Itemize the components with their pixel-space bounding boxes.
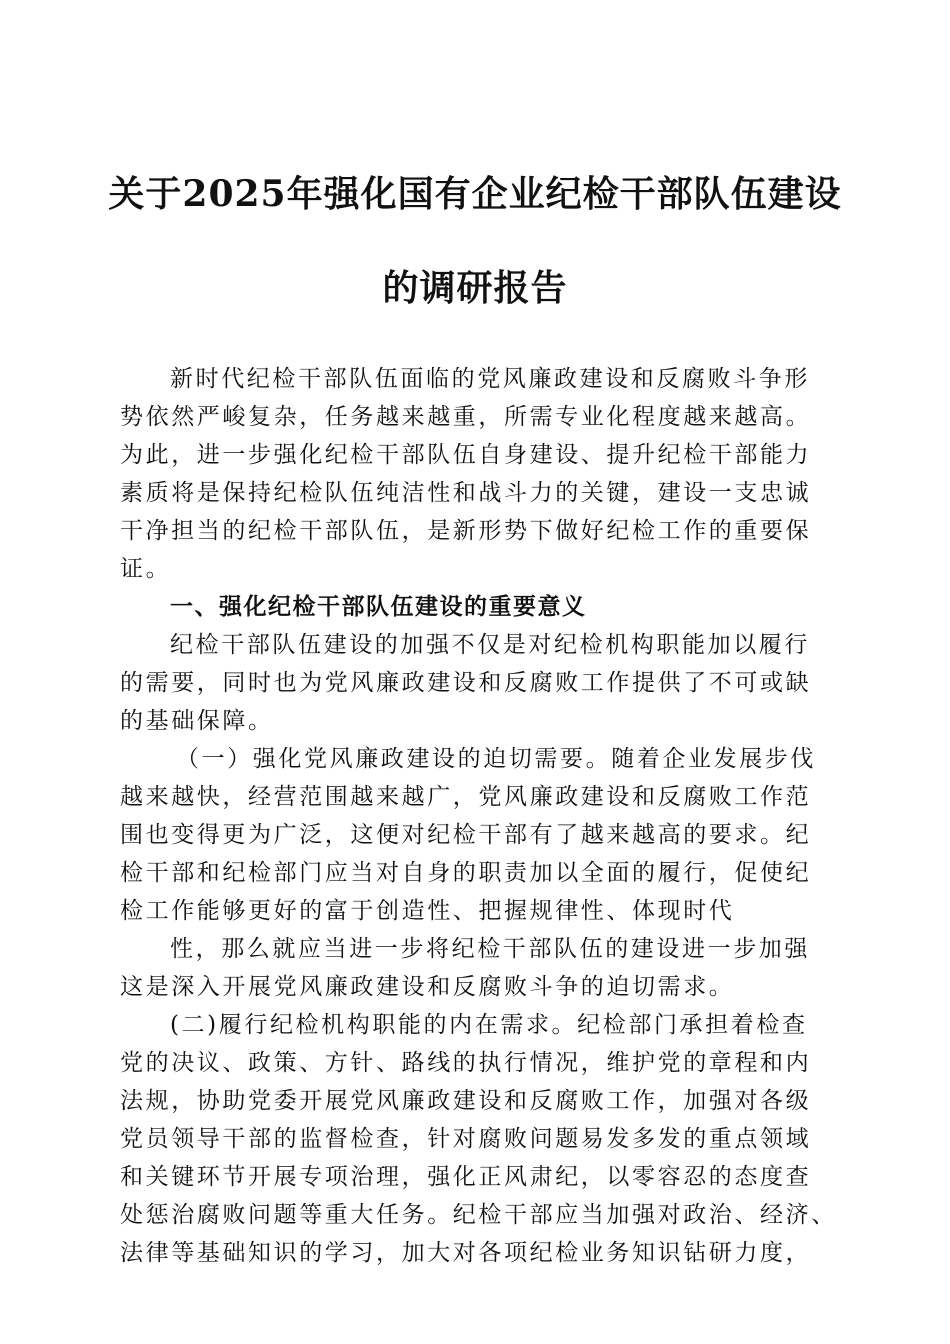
paragraph-significance-line: 纪检干部队伍建设的加强不仅是对纪检机构职能加以履行 <box>170 632 810 658</box>
paragraph-subsection-2-line: 法规，协助党委开展党风廉政建设和反腐败工作，加强对各级 <box>120 1088 812 1114</box>
paragraph-subsection-1-line: 越来越快，经营范围越来越广，党风廉政建设和反腐败工作范 <box>120 784 812 810</box>
paragraph-intro-line: 为此，进一步强化纪检干部队伍自身建设、提升纪检干部能力 <box>120 442 812 468</box>
document-title-line-2: 的调研报告 <box>382 267 568 309</box>
paragraph-subsection-1-line: （一）强化党风廉政建设的迫切需要。随着企业发展步伐 <box>176 746 816 772</box>
paragraph-intro-line: 干净担当的纪检干部队伍，是新形势下做好纪检工作的重要保 <box>120 518 812 544</box>
paragraph-subsection-2-line: 和关键环节开展专项治理，强化正风肃纪，以零容忍的态度查 <box>120 1164 812 1190</box>
paragraph-subsection-2-line: 党员领导干部的监督检查，针对腐败问题易发多发的重点领域 <box>120 1126 812 1152</box>
paragraph-subsection-1-line: 检干部和纪检部门应当对自身的职责加以全面的履行，促使纪 <box>120 860 812 886</box>
section-heading-1: 一、强化纪检干部队伍建设的重要意义 <box>170 594 587 620</box>
paragraph-subsection-1-line: 检工作能够更好的富于创造性、把握规律性、体现时代 <box>120 898 735 924</box>
paragraph-subsection-2-line: 处惩治腐败问题等重大任务。纪检干部应当加强对政治、经济、 <box>120 1202 837 1228</box>
document-title-line-1: 关于2025年强化国有企业纪检干部队伍建设 <box>108 173 842 215</box>
paragraph-subsection-1-line: 围也变得更为广泛，这便对纪检干部有了越来越高的要求。纪 <box>120 822 812 848</box>
paragraph-intro-line: 新时代纪检干部队伍面临的党风廉政建设和反腐败斗争形 <box>170 366 810 392</box>
paragraph-subsection-1-line: 这是深入开展党风廉政建设和反腐败斗争的迫切需求。 <box>120 974 735 1000</box>
paragraph-intro-line: 证。 <box>120 556 172 582</box>
paragraph-intro-line: 素质将是保持纪检队伍纯洁性和战斗力的关键，建设一支忠诚 <box>120 480 812 506</box>
paragraph-subsection-2-line: 法律等基础知识的学习，加大对各项纪检业务知识钻研力度， <box>120 1240 812 1266</box>
paragraph-significance-line: 的基础保障。 <box>120 708 274 734</box>
paragraph-intro-line: 势依然严峻复杂，任务越来越重，所需专业化程度越来越高。 <box>120 404 812 430</box>
paragraph-subsection-2-line: (二)履行纪检机构职能的内在需求。纪检部门承担着检查 <box>170 1012 808 1038</box>
document-body <box>120 360 836 1272</box>
paragraph-subsection-1-line: 性，那么就应当进一步将纪检干部队伍的建设进一步加强 <box>170 936 810 962</box>
paragraph-significance-line: 的需要，同时也为党风廉政建设和反腐败工作提供了不可或缺 <box>120 670 812 696</box>
paragraph-subsection-2-line: 党的决议、政策、方针、路线的执行情况，维护党的章程和内 <box>120 1050 812 1076</box>
